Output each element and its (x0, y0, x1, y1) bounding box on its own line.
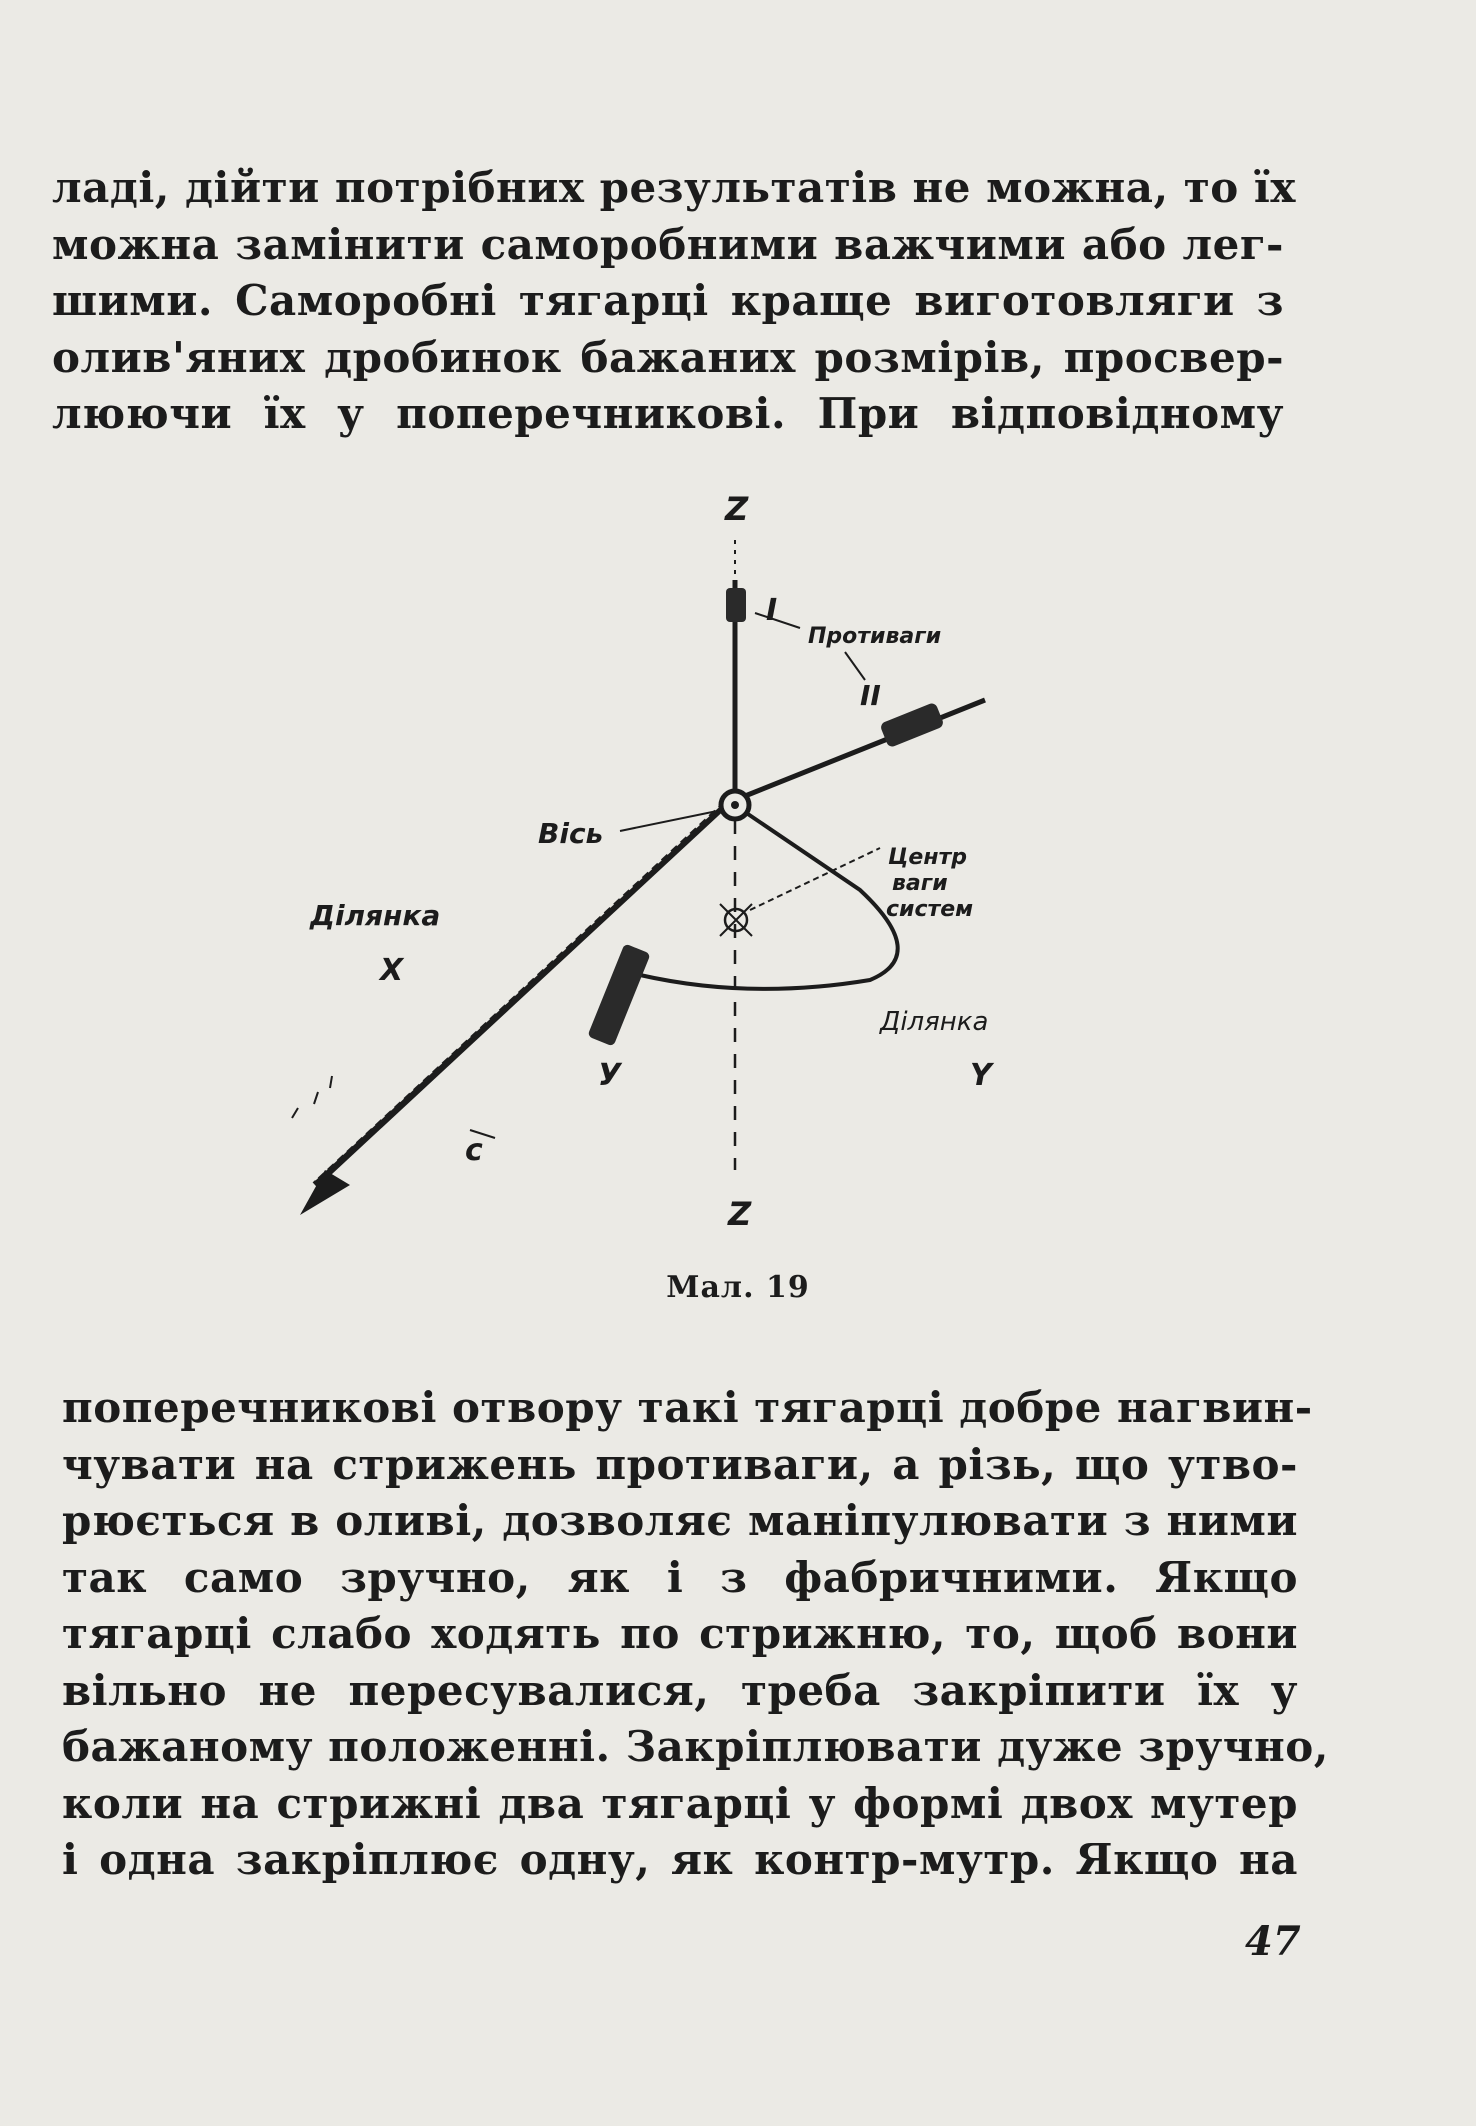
upper-arm (740, 700, 985, 798)
paragraph-bottom (62, 1380, 1329, 1889)
label-center-3: систем (886, 897, 974, 922)
tick-mark-3 (330, 1076, 332, 1088)
main-rod (315, 802, 728, 1185)
text-line: можна замінити саморобними важчими або лег- (52, 219, 1284, 269)
text-line: ладі, дійти потрібних результатів не можна, то їх (52, 163, 1296, 212)
label-area-x-1: Ділянка (310, 899, 441, 932)
label-center-2: ваги (892, 871, 948, 896)
label-area-y-1: Ділянка (880, 1007, 989, 1037)
text-line: і одна закріплює одну, як контр-мутр. Якщо на (62, 1835, 1298, 1884)
figure-caption: Мал. 19 (666, 1270, 810, 1305)
label-area-y-2: Y (970, 1058, 992, 1093)
text-line: вільно не пересувалися, треба закріпити їх у (62, 1665, 1298, 1715)
text-line: бажаному положенні. Закріплювати дуже зручно, (62, 1722, 1329, 1771)
leader-counterweights-1 (755, 613, 800, 628)
pivot-center (731, 801, 739, 809)
paragraph-top (52, 160, 1296, 443)
text-line: рюється в оливі, дозволяє маніпулювати з ними (62, 1496, 1298, 1545)
tick-mark-2 (314, 1092, 318, 1104)
text-line: чувати на стрижень противаги, а різь, що утво- (62, 1439, 1298, 1489)
text-line: шими. Саморобні тягарці краще виготовляги з (52, 276, 1284, 325)
label-weight-y: У (598, 1058, 622, 1093)
label-counterweight-2: II (860, 679, 881, 712)
label-rod-c: с (465, 1133, 483, 1168)
label-counterweights: Противаги (808, 624, 942, 649)
tick-mark-1 (292, 1108, 298, 1118)
text-line: олив'яних дробинок бажаних розмірів, просвер- (52, 332, 1284, 382)
weight-y-shape (587, 943, 650, 1046)
label-counterweight-1: I (766, 593, 778, 628)
text-line: поперечникові отвору такі тягарці добре нагвин- (62, 1383, 1313, 1432)
page-number: 47 (1245, 1918, 1301, 1965)
text-line: люючи їх у поперечникові. При відповідному (52, 389, 1284, 438)
arc-arm (640, 810, 898, 989)
label-area-x-2: X (380, 953, 404, 988)
label-axis: Вісь (538, 817, 604, 850)
counterweight-2-shape (879, 702, 944, 749)
leader-counterweights-2 (845, 652, 865, 680)
label-z-top: Z (725, 490, 749, 528)
rod-tip (300, 1170, 350, 1215)
text-line: тягарці слабо ходять по стрижню, то, щоб вони (62, 1609, 1298, 1658)
label-center-1: Центр (888, 845, 968, 870)
label-z-bottom: Z (728, 1195, 752, 1233)
text-line: коли на стрижні два тягарці у формі двох мутер (62, 1778, 1298, 1828)
figure-19-diagram (270, 480, 1030, 1240)
text-line: так само зручно, як і з фабричними. Якщо (62, 1552, 1298, 1602)
counterweight-1-shape (726, 588, 746, 622)
